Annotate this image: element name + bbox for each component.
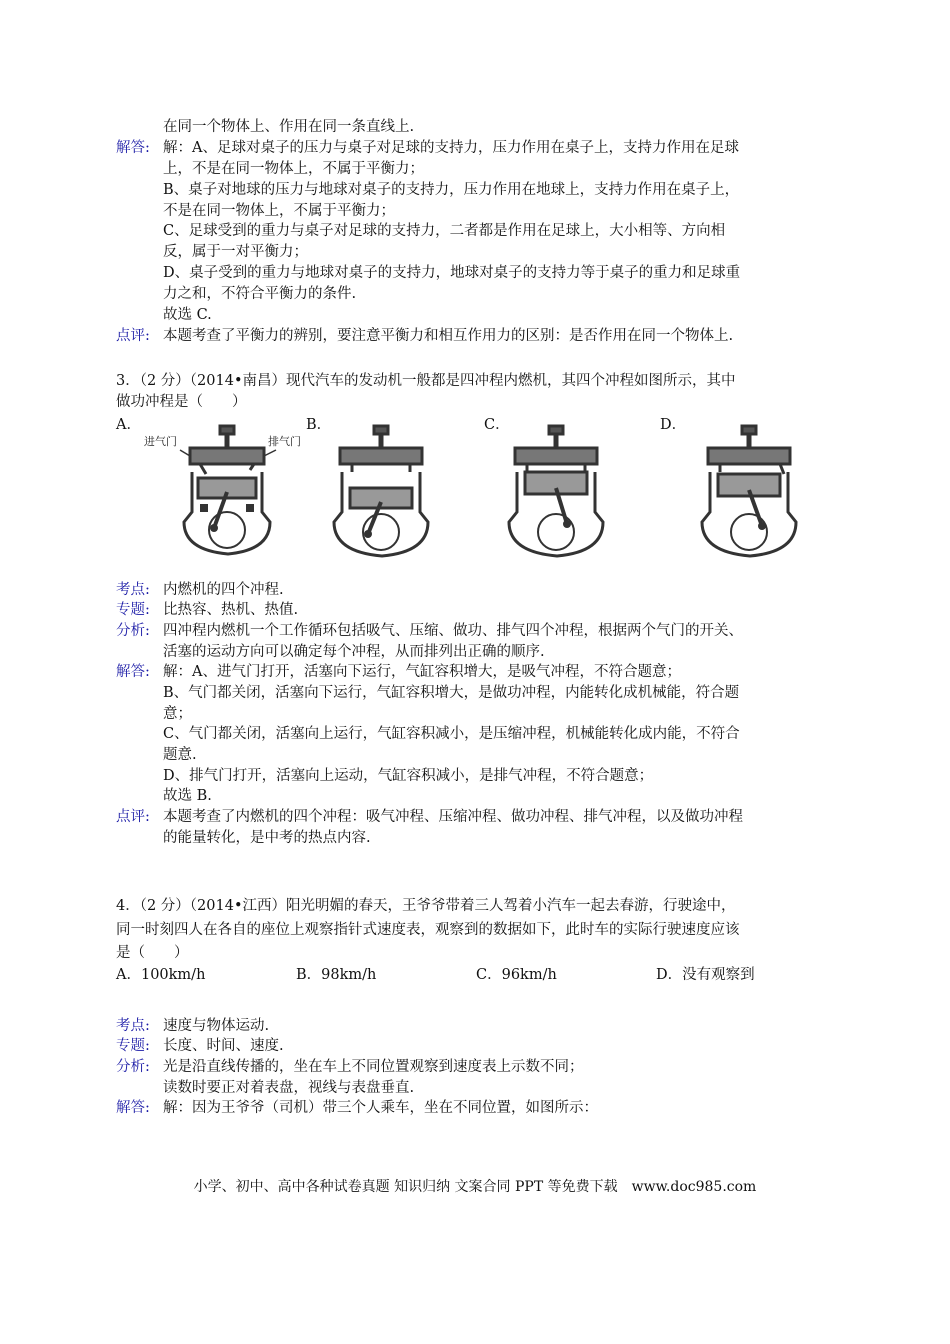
jieda-text: 解：A、进气门打开，活塞向下运行，气缸容积增大，是吸气冲程，不符合题意； — [163, 664, 681, 680]
q4-stem: 同一时刻四人在各自的座位上观察指针式速度表，观察到的数据如下，此时车的实际行驶速度应该 — [116, 922, 740, 938]
text-line: 故选 C. — [163, 307, 212, 323]
q3-option-d-label: D． — [660, 417, 687, 433]
engine-diagram-a — [140, 412, 310, 562]
q4-stem: 4．（2 分）（2014•江西）阳光明媚的春天，王爷爷带着三人驾着小汽车一起去春游，行驶途中， — [116, 898, 736, 914]
zhuanti-text: 长度、时间、速度. — [163, 1038, 284, 1054]
text-line: 上，不是在同一物体上，不属于平衡力； — [163, 161, 424, 177]
jieda-text: C、气门都关闭，活塞向上运行，气缸容积减小，是压缩冲程，机械能转化成内能，不符合 — [163, 726, 740, 742]
q3-stem: 做功冲程是（ ） — [116, 394, 247, 410]
jieda-text: 解：因为王爷爷（司机）带三个人乘车，坐在不同位置，如图所示： — [163, 1100, 598, 1116]
text-line: C、足球受到的重力与桌子对足球的支持力，二者都是作用在足球上，大小相等、方向相 — [163, 223, 726, 239]
jieda-label: 解答: — [116, 664, 150, 680]
zhuanti-text: 比热容、热机、热值. — [163, 602, 299, 618]
fenxi-text: 光是沿直线传播的，坐在车上不同位置观察到速度表上示数不同； — [163, 1059, 584, 1075]
jieda-label: 解答: — [116, 1100, 150, 1116]
text-line: D、桌子受到的重力与地球对桌子的支持力，地球对桌子的支持力等于桌子的重力和足球重 — [163, 265, 741, 281]
exhaust-valve-label: 排气门 — [268, 435, 301, 448]
kaodian-text: 内燃机的四个冲程. — [163, 582, 284, 598]
fenxi-text: 读数时要正对着表盘，视线与表盘垂直. — [163, 1080, 415, 1096]
intake-valve-label: 进气门 — [144, 435, 177, 448]
dianping-text: 的能量转化，是中考的热点内容. — [163, 830, 371, 846]
engine-diagram-b — [318, 412, 448, 562]
engine-diagram-c — [495, 412, 625, 562]
text-line: B、桌子对地球的压力与地球对桌子的支持力，压力作用在地球上，支持力作用在桌子上， — [163, 182, 740, 198]
q3-option-b-label: B． — [306, 417, 332, 433]
fenxi-text: 活塞的运动方向可以确定每个冲程，从而排列出正确的顺序. — [163, 644, 545, 660]
engine-diagram-d — [688, 412, 818, 562]
q3-option-a-label: A． — [116, 417, 141, 433]
q3-stem: 3．（2 分）（2014•南昌）现代汽车的发动机一般都是四冲程内燃机，其四个冲程如图所示，其中 — [116, 373, 736, 389]
comment-text: 本题考查了平衡力的辨别，要注意平衡力和相互作用力的区别：是否作用在同一个物体上. — [163, 328, 734, 344]
jieda-text: D、排气门打开，活塞向上运动，气缸容积减小，是排气冲程，不符合题意； — [163, 768, 654, 784]
q4-option-b: B．98km/h — [296, 967, 377, 983]
q4-stem: 是（ ） — [116, 945, 189, 961]
answer-label: 解答: — [116, 140, 150, 156]
jieda-text: 题意. — [163, 747, 197, 763]
jieda-text: B、气门都关闭，活塞向下运行，气缸容积增大，是做功冲程，内能转化成机械能，符合题 — [163, 685, 740, 701]
jieda-text: 故选 B. — [163, 788, 212, 804]
kaodian-text: 速度与物体运动. — [163, 1018, 270, 1034]
dianping-label: 点评: — [116, 809, 150, 825]
dianping-text: 本题考查了内燃机的四个冲程：吸气冲程、压缩冲程、做功冲程、排气冲程，以及做功冲程 — [163, 809, 743, 825]
text-line: 在同一个物体上、作用在同一条直线上. — [163, 119, 415, 135]
text-line: 解：A、足球对桌子的压力与桌子对足球的支持力，压力作用在桌子上，支持力作用在足球 — [163, 140, 739, 156]
zhuanti-label: 专题: — [116, 602, 150, 618]
fenxi-label: 分析: — [116, 623, 150, 639]
text-line: 力之和，不符合平衡力的条件. — [163, 286, 357, 302]
q4-option-d: D．没有观察到 — [656, 967, 755, 983]
text-line: 不是在同一物体上，不属于平衡力； — [163, 203, 395, 219]
zhuanti-label: 专题: — [116, 1038, 150, 1054]
kaodian-label: 考点: — [116, 582, 150, 598]
page-footer: 小学、初中、高中各种试卷真题 知识归纳 文案合同 PPT 等免费下载 www.doc985.com — [193, 1179, 757, 1195]
kaodian-label: 考点: — [116, 1018, 150, 1034]
q4-option-c: C．96km/h — [476, 967, 557, 983]
fenxi-label: 分析: — [116, 1059, 150, 1075]
comment-label: 点评: — [116, 328, 150, 344]
q3-option-c-label: C． — [484, 417, 510, 433]
fenxi-text: 四冲程内燃机一个工作循环包括吸气、压缩、做功、排气四个冲程，根据两个气门的开关、 — [163, 623, 743, 639]
q4-option-a: A．100km/h — [116, 967, 206, 983]
jieda-text: 意； — [163, 706, 192, 722]
text-line: 反，属于一对平衡力； — [163, 244, 308, 260]
